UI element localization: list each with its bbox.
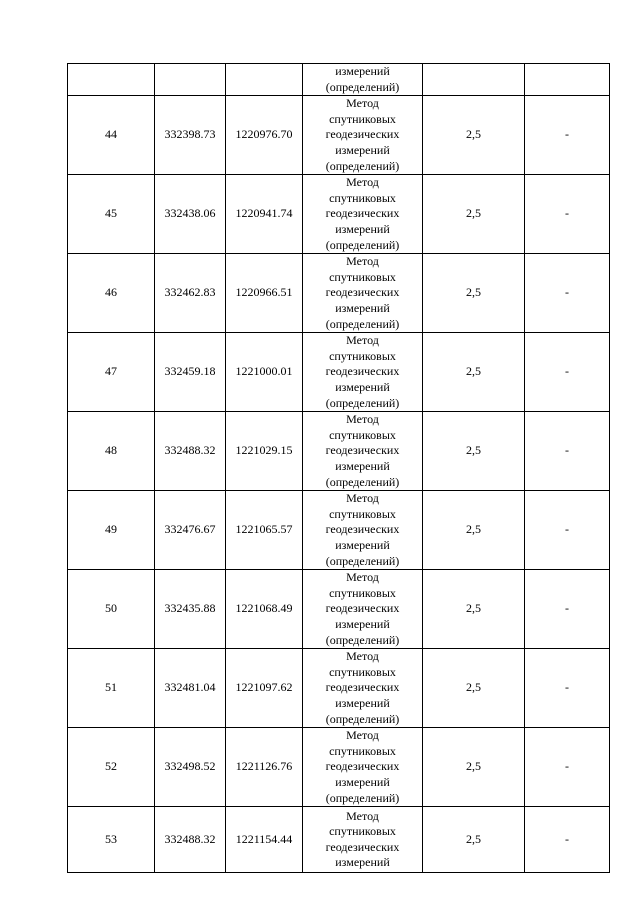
cell-method [303,570,423,649]
cell-x: 332438.06 [155,175,226,254]
cell-num: 44 [68,96,155,175]
table-row-continuation [68,64,610,96]
cell-note: - [525,491,610,570]
method-line: измерений [335,142,390,157]
method-line: Метод [346,570,379,585]
cell-note: - [525,412,610,491]
method-line: (определений) [325,316,400,331]
cell-note: - [525,728,610,807]
method-line: (определений) [325,158,400,173]
method-line: (определений) [325,79,400,94]
method-line: измерений [335,537,390,552]
cell-x: 332481.04 [155,649,226,728]
method-line: геодезических [325,759,400,774]
method-line: спутниковых [329,190,396,205]
cell-note: - [525,254,610,333]
method-line: (определений) [325,632,400,647]
cell-note: - [525,96,610,175]
method-line: геодезических [325,206,400,221]
cell-num: 47 [68,333,155,412]
method-line: (определений) [325,237,400,252]
method-line: измерений [335,64,390,78]
cell-num [68,64,155,96]
method-line: спутниковых [329,427,396,442]
cell-num: 49 [68,491,155,570]
cell-note: - [525,807,610,873]
method-line: (определений) [325,474,400,489]
cell-accuracy: 2,5 [423,175,525,254]
cell-accuracy: 2,5 [423,96,525,175]
cell-x: 332459.18 [155,333,226,412]
table-row [68,175,610,254]
cell-y: 1221097.62 [226,649,303,728]
method-line: спутниковых [329,269,396,284]
method-line: (определений) [325,553,400,568]
table-row [68,649,610,728]
cell-y: 1220941.74 [226,175,303,254]
cell-num: 46 [68,254,155,333]
cell-y: 1220966.51 [226,254,303,333]
method-line: спутниковых [329,664,396,679]
cell-y: 1221065.57 [226,491,303,570]
cell-x: 332488.32 [155,412,226,491]
cell-y: 1221154.44 [226,807,303,873]
coordinates-table-body [68,64,610,873]
cell-x: 332398.73 [155,96,226,175]
cell-method [303,807,423,873]
cell-x: 332476.67 [155,491,226,570]
table-row [68,412,610,491]
cell-num: 53 [68,807,155,873]
method-line: измерений [335,300,390,315]
method-line: (определений) [325,790,400,805]
cell-num: 45 [68,175,155,254]
method-line: спутниковых [329,824,396,839]
method-line: геодезических [325,522,400,537]
cell-method [303,412,423,491]
method-line: Метод [346,808,379,823]
method-line: геодезических [325,364,400,379]
cell-accuracy: 2,5 [423,807,525,873]
method-line: (определений) [325,395,400,410]
cell-y: 1221126.76 [226,728,303,807]
cell-y: 1220976.70 [226,96,303,175]
method-line: Метод [346,175,379,190]
method-line: измерений [335,616,390,631]
cell-method [303,333,423,412]
method-line: Метод [346,412,379,427]
method-line: измерений [335,855,390,870]
cell-x: 332488.32 [155,807,226,873]
table-row [68,491,610,570]
cell-x: 332435.88 [155,570,226,649]
method-line: измерений [335,379,390,394]
cell-y [226,64,303,96]
table-row [68,333,610,412]
cell-x: 332462.83 [155,254,226,333]
method-line: измерений [335,695,390,710]
cell-y: 1221000.01 [226,333,303,412]
cell-method [303,96,423,175]
cell-note [525,64,610,96]
cell-accuracy: 2,5 [423,254,525,333]
method-line: геодезических [325,127,400,142]
method-line: измерений [335,774,390,789]
table-row [68,96,610,175]
method-line: геодезических [325,839,400,854]
method-line: измерений [335,221,390,236]
table-row [68,254,610,333]
method-line: спутниковых [329,348,396,363]
cell-num: 51 [68,649,155,728]
method-line: Метод [346,728,379,743]
method-line: геодезических [325,443,400,458]
cell-method [303,254,423,333]
cell-note: - [525,570,610,649]
method-line: спутниковых [329,743,396,758]
method-line: спутниковых [329,506,396,521]
cell-y: 1221068.49 [226,570,303,649]
cell-method [303,491,423,570]
cell-accuracy: 2,5 [423,570,525,649]
cell-accuracy: 2,5 [423,412,525,491]
cell-accuracy: 2,5 [423,728,525,807]
cell-method [303,64,423,96]
cell-note: - [525,333,610,412]
method-line: Метод [346,96,379,111]
cell-method [303,649,423,728]
cell-note: - [525,649,610,728]
cell-method [303,175,423,254]
cell-method [303,728,423,807]
cell-accuracy [423,64,525,96]
method-line: геодезических [325,680,400,695]
table-row [68,570,610,649]
method-line: спутниковых [329,585,396,600]
method-line: спутниковых [329,111,396,126]
method-line: Метод [346,491,379,506]
method-line: (определений) [325,711,400,726]
cell-y: 1221029.15 [226,412,303,491]
cell-accuracy: 2,5 [423,649,525,728]
cell-num: 48 [68,412,155,491]
coordinates-table [67,63,610,873]
method-line: Метод [346,649,379,664]
table-row [68,728,610,807]
cell-num: 50 [68,570,155,649]
table-row [68,807,610,873]
cell-note: - [525,175,610,254]
cell-accuracy: 2,5 [423,333,525,412]
cell-x [155,64,226,96]
cell-x: 332498.52 [155,728,226,807]
method-line: Метод [346,333,379,348]
method-line: геодезических [325,285,400,300]
method-line: геодезических [325,601,400,616]
method-line: Метод [346,254,379,269]
method-line: измерений [335,458,390,473]
cell-num: 52 [68,728,155,807]
cell-accuracy: 2,5 [423,491,525,570]
